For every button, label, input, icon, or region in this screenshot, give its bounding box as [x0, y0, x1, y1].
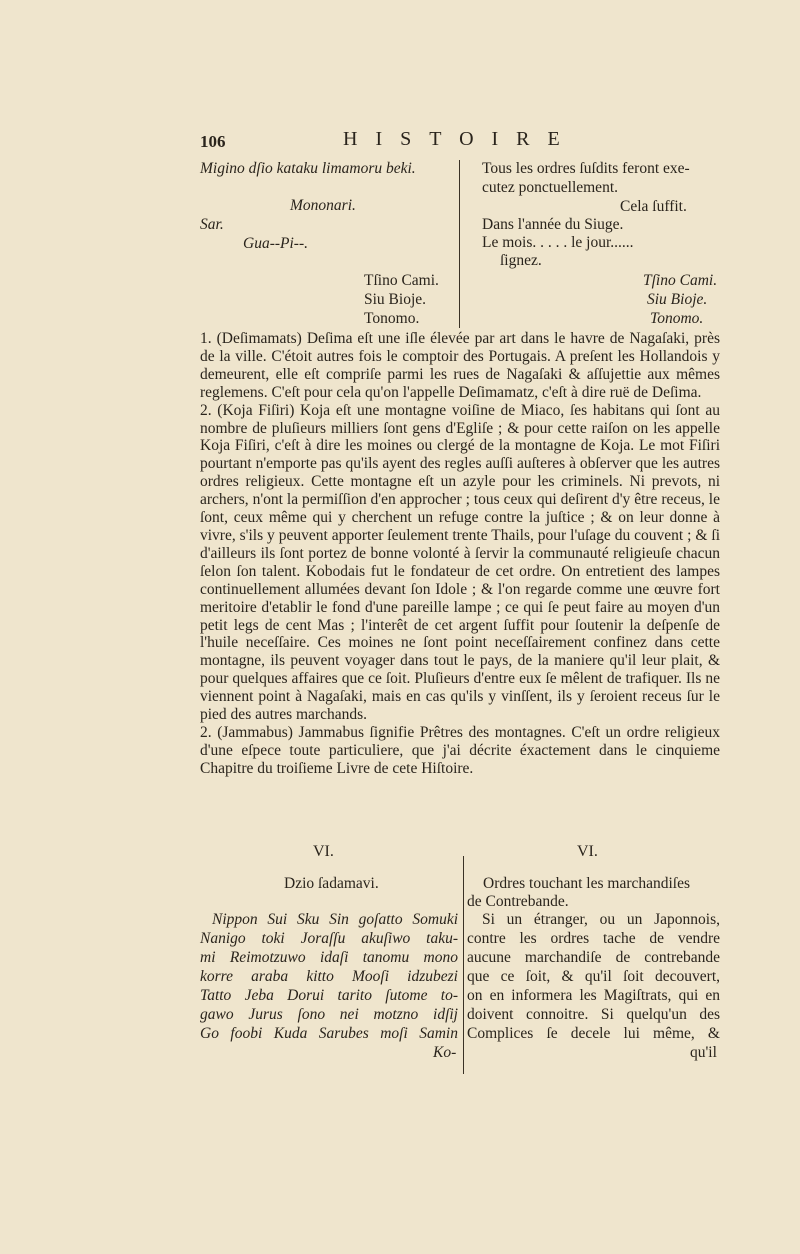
- note-3: 2. (Jammabus) Jammabus ſignifie Prêtres des montagnes. C'eſt un ordre religieux d'une eſpece toute particuliere, que j'ai décrite éxactement dans le cinquieme Chapitre du troiſieme Livre de cete Hiſtoire.: [200, 723, 720, 777]
- fr-text-line: Si un étranger, ou un Japonnois,: [482, 911, 720, 928]
- fr-text-line: que ce ſoit, & qu'il ſoit decouvert,: [467, 968, 720, 985]
- fr-text-line: aucune marchandiſe de contrebande: [467, 949, 720, 966]
- jp-signature: Siu Bioje.: [364, 291, 427, 308]
- fr-text-line: contre les ordres tache de vendre: [467, 930, 720, 947]
- jp-signature: Tſino Cami.: [364, 272, 439, 289]
- jp-text-line: mi Reimotzuwo idaſi tanomu mono: [200, 949, 458, 966]
- fr-text-line: qu'il: [690, 1044, 717, 1061]
- jp-text-line: Go foobi Kuda Sarubes moſi Samin: [200, 1025, 458, 1042]
- column-divider-bottom: [463, 856, 464, 1074]
- section-number-right: VI.: [577, 843, 598, 860]
- fr-heading-line: de Contrebande.: [467, 893, 569, 910]
- note-2: 2. (Koja Fiſiri) Koja eſt une montagne voiſine de Miaco, ſes habitans qui ſont au nombre de pluſieurs milliers ſont gens d'Egliſe ; & pour cette raiſon on les appelle Koja Fiſiri, c'eſt à dire les moines ou clergé de la montagne de Koja. Le mot Fiſiri pourtant n'emporte pas qu'ils ayent des regles auſſi auſteres à obſerver que les autres ordres religieux. Cette montagne eſt un azyle pour les criminels. Ni prevots, ni archers, n'ont la permiſſion d'en approcher ; tous ceux qui deſirent d'y être receus, le ſont, ceux même qui y cherchent un refuge contre la juſtice ; & on leur donne à vivre, s'ils y peuvent apporter ſeulement trente Thails, pour l'uſage du couvent ; & ſi d'ailleurs ils ſont portez de bonne volonté à ſervir la communauté religieuſe chacun ſelon ſon talent. Kobodais fut le fondateur de cet ordre. On entretient des lampes continuellement allumées devant ſon Idole ; & l'on regarde comme une œuvre fort meritoire d'etablir le fond d'une pareille lampe ; ce qui ſe peut faire au moyen d'un petit legs de cent Mas ; l'interêt de cet argent ſuffit pour ſoutenir la deſpenſe de l'huile neceſſaire. Ces moines ne ſont point neceſſairement confinez dans cette montagne, ils peuvent voyager dans tout le pays, de la maniere qu'il leur plait, & pour quelques affaires que ce ſoit. Pluſieurs d'entre eux ſe mêlent de trafiquer. Ils ne viennent point à Nagaſaki, mais en cas qu'ils y vinſſent, ils y ſeroient receus ſur le pied des autres marchands.: [200, 401, 720, 724]
- fr-text-line: Complices ſe decele lui même, &: [467, 1025, 720, 1042]
- jp-text-line: Ko-: [433, 1044, 457, 1061]
- jp-text-line: Nanigo toki Joraſſu akuſiwo taku-: [200, 930, 458, 947]
- fr-line: Dans l'année du Siuge.: [482, 216, 624, 233]
- jp-line: Mononari.: [290, 197, 356, 214]
- fr-line: Tous les ordres ſuſdits feront exe-: [482, 160, 690, 177]
- jp-line: Gua--Pi--.: [243, 235, 308, 252]
- fr-line: ſignez.: [500, 252, 542, 269]
- note-1: 1. (Deſimamats) Deſima eſt une iſle élevée par art dans le havre de Nagaſaki, près de la ville. C'étoit autres fois le comptoir des Portugais. A preſent les Hollandois y demeurent, elle eſt compriſe parmi les rues de Nagaſaki & aſſujettie aux mêmes reglemens. C'eſt pour cela qu'on l'appelle Deſimamatz, c'eſt à dire ruë de Deſima.: [200, 330, 720, 401]
- fr-heading-line: Ordres touchant les marchandiſes: [483, 875, 691, 892]
- column-divider-top: [459, 160, 460, 328]
- jp-text-line: Nippon Sui Sku Sin goſatto Somuki: [212, 911, 458, 928]
- fr-signature: Siu Bioje.: [647, 291, 708, 308]
- section-number-left: VI.: [313, 843, 334, 860]
- fr-text-line: on en informera les Magiſtrats, qui en: [467, 987, 720, 1004]
- fr-line: Le mois. . . . . le jour......: [482, 234, 634, 251]
- running-header: [200, 128, 670, 158]
- jp-line: Sar.: [200, 216, 224, 233]
- fr-signature: Tonomo.: [650, 310, 704, 327]
- fr-text-line: doivent connoitre. Si quelqu'un des: [467, 1006, 720, 1023]
- fr-line: cutez ponctuellement.: [482, 179, 618, 196]
- jp-text-line: Tatto Jeba Dorui tarito ſutome to-: [200, 987, 458, 1004]
- jp-signature: Tonomo.: [364, 310, 420, 327]
- jp-line: Migino dſio kataku limamoru beki.: [200, 160, 416, 177]
- page-number: 106: [200, 132, 226, 151]
- section-heading-left: Dzio ſadamavi.: [284, 875, 379, 892]
- notes: [200, 330, 720, 778]
- fr-signature: Tſino Cami.: [643, 272, 718, 289]
- jp-text-line: gawo Jurus ſono nei motzno idſij: [200, 1006, 458, 1023]
- running-title: HISTOIRE: [343, 128, 578, 150]
- fr-line: Cela ſuffit.: [620, 198, 687, 215]
- jp-text-line: korre araba kitto Mooſi idzubezi: [200, 968, 458, 985]
